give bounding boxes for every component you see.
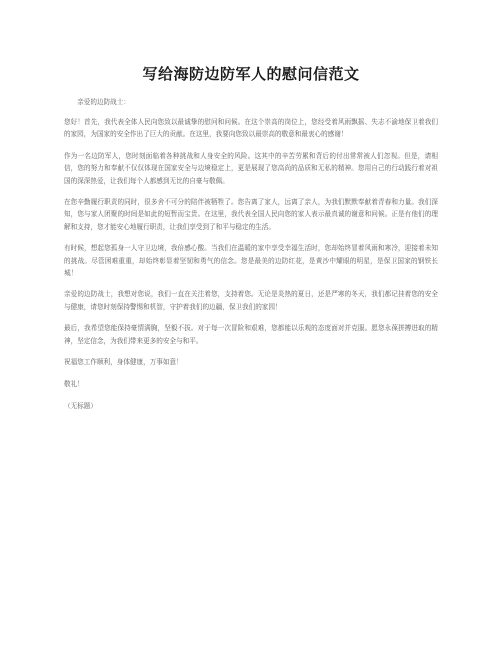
letter-body bbox=[64, 96, 438, 421]
letter-closing-wish: 祝福您工作顺利，身体健康，万事如意！ bbox=[64, 358, 183, 367]
letter-paragraph-2: 作为一名边防军人，您时刻面临着各种挑战和人身安全的风险。这其中的辛苦劳累和背后的付出常常被人们忽视。但是，请相信，您的努力和奉献不仅仅体现在国家安全与边境稳定上，更是展现了您高尚的品质和无私的精神。您用自己的行动践行着对祖国的深深热爱，让我们每个人都感到无比的自豪与敬佩。 bbox=[64, 152, 438, 185]
letter-signature: （无标题） bbox=[64, 401, 97, 410]
letter-salutation: 亲爱的边防战士： bbox=[77, 98, 130, 106]
letter-paragraph-6: 最后，我希望您能保持豪情满胸，坚毅不拔。对于每一次冒险和艰难，您都能以乐观的态度面对并克服。愿您永葆拼搏进取的精神，坚定信念，为我们带来更多的安全与和平。 bbox=[64, 324, 438, 345]
letter-title: 写给海防边防军人的慰问信范文 bbox=[142, 65, 360, 83]
letter-paragraph-3: 在您辛勤履行职责的同时，很多舍不可分的陪伴被牺牲了。您告离了家人，远离了亲人，为我们默默奉献着青春和力量。我们深知，您与家人团聚的时间是如此的短暂而宝贵。在这里，我代表全国人民向您的家人表示最真诚的谢意和问候。正是有他们的理解和支持，您才能安心地履行职责，让我们享受到了和平与稳定的生活。 bbox=[64, 198, 438, 231]
letter-paragraph-5: 亲爱的边防战士，我想对您说，我们一直在关注着您，支持着您。无论是炎热的夏日，还是严寒的冬天，我们都记挂着您的安全与健康，请您时刻保持警惕和机智，守护着我们的边疆，保卫我们的家园！ bbox=[64, 290, 438, 311]
letter-salute: 敬礼！ bbox=[64, 379, 84, 388]
letter-paragraph-4: 有时候，想起您孤身一人守卫边境，我倍感心酸。当我们在温暖的家中享受幸福生活时，您却始终冒着风雨和寒冷，迎接着未知的挑战。尽管困难重重，却始终彰显着坚韧和勇气的信念。您是最美的边防红花，是黄沙中耀眼的明星，是保卫国家的钢铁长城！ bbox=[64, 244, 438, 277]
letter-paragraph-1: 您好！首先，我代表全体人民向您致以最诚挚的慰问和问候。在这个崇高的岗位上，您经受着风雨飘摇、失志不渝地保卫着我们的家园，为国家的安全作出了巨大的贡献。在这里，我要向您致以最崇高的敬意和最衷心的感谢！ bbox=[64, 118, 438, 139]
